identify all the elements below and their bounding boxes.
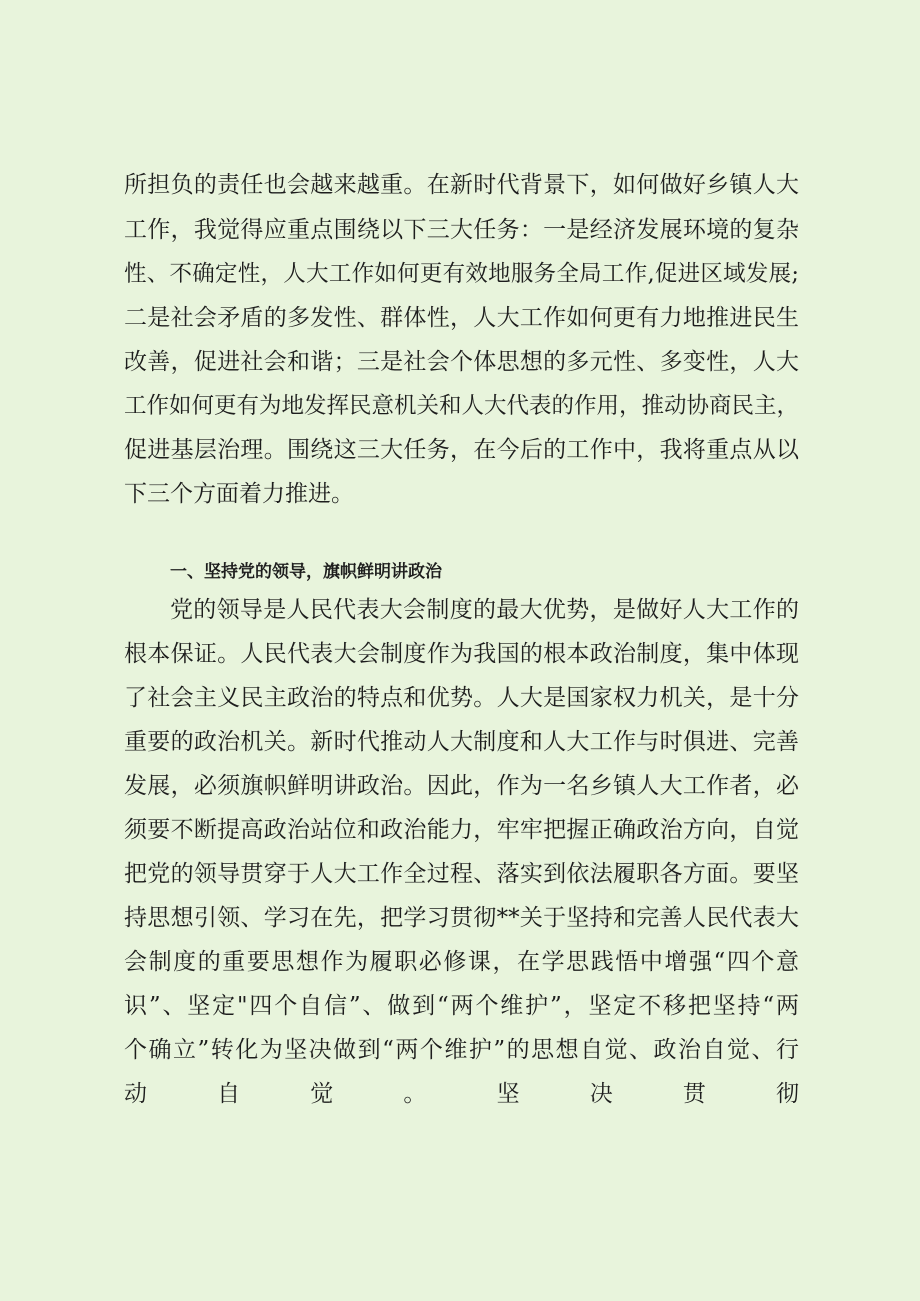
text-line: 改善，促进社会和谐；三是社会个体思想的多元性、多变性，人大 xyxy=(124,349,799,375)
text-line: 下三个方面着力推进。 xyxy=(124,481,354,507)
text-line: 了社会主义民主政治的特点和优势。人大是国家权力机关，是十分 xyxy=(124,685,799,711)
text-line: 发展，必须旗帜鲜明讲政治。因此，作为一名乡镇人大工作者，必 xyxy=(124,773,799,799)
text-line: 性、不确定性，人大工作如何更有效地服务全局工作,促进区域发展; xyxy=(124,261,799,287)
text-line: 重要的政治机关。新时代推动人大制度和人大工作与时俱进、完善 xyxy=(124,729,799,755)
text-line: 把党的领导贯穿于人大工作全过程、落实到依法履职各方面。要坚 xyxy=(124,861,799,887)
section-heading: 一、坚持党的领导，旗帜鲜明讲政治 xyxy=(170,562,442,582)
text-line: 促进基层治理。围绕这三大任务，在今后的工作中，我将重点从以 xyxy=(124,437,799,463)
text-line: 会制度的重要思想作为履职必修课，在学思践悟中增强“四个意 xyxy=(124,949,799,975)
text-line: 动自觉。坚决贯彻 xyxy=(124,1081,799,1107)
text-line: 二是社会矛盾的多发性、群体性，人大工作如何更有力地推进民生 xyxy=(124,305,799,331)
text-line: 根本保证。人民代表大会制度作为我国的根本政治制度，集中体现 xyxy=(124,641,799,667)
text-line: 识”、坚定"四个自信”、做到“两个维护”，坚定不移把坚持“两 xyxy=(124,993,799,1019)
text-line: 工作，我觉得应重点围绕以下三大任务：一是经济发展环境的复杂 xyxy=(124,217,799,243)
text-line: 持思想引领、学习在先，把学习贯彻**关于坚持和完善人民代表大 xyxy=(124,905,799,931)
text-line: 工作如何更有为地发挥民意机关和人大代表的作用，推动协商民主， xyxy=(124,393,800,419)
text-line: 须要不断提高政治站位和政治能力，牢牢把握正确政治方向，自觉 xyxy=(124,817,799,843)
text-line: 党的领导是人民代表大会制度的最大优势，是做好人大工作的 xyxy=(170,597,799,623)
text-line: 个确立”转化为坚决做到“两个维护”的思想自觉、政治自觉、行 xyxy=(124,1037,799,1063)
text-line: 所担负的责任也会越来越重。在新时代背景下，如何做好乡镇人大 xyxy=(124,172,799,198)
